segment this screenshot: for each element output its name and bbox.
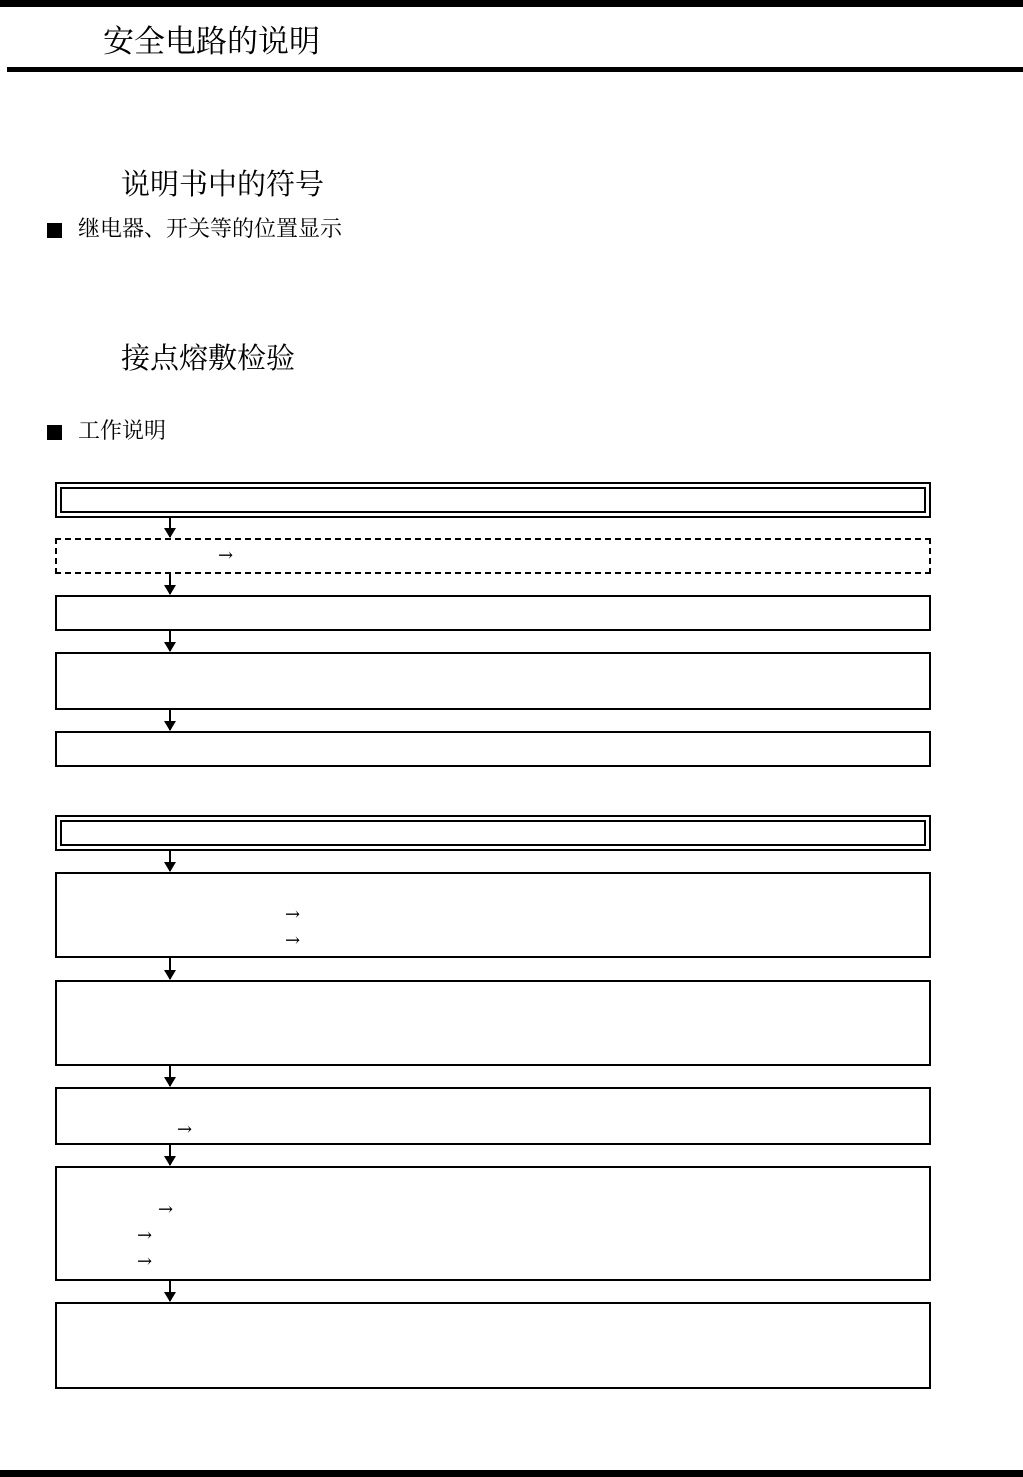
flow2-start-box [55, 815, 931, 851]
flow2-step-box [55, 1302, 931, 1389]
top-border [0, 0, 1023, 7]
flow1-step-box [55, 595, 931, 631]
title-underline [7, 67, 1023, 72]
flow-arrow [169, 518, 171, 537]
relay-position-bullet [47, 216, 342, 244]
arrow-glyph: → [177, 1119, 193, 1140]
flow-arrow [169, 1281, 171, 1301]
flow2-step-box [55, 1166, 931, 1281]
flow-arrow [169, 574, 171, 594]
flow-arrow [169, 851, 171, 871]
arrow-glyph: → [285, 930, 301, 951]
weld-check-heading: 接点熔敷检验 [121, 341, 296, 375]
flow2-step-box [55, 872, 931, 958]
operation-bullet [47, 418, 166, 446]
flow-arrow [169, 710, 171, 730]
arrow-glyph: → [137, 1225, 153, 1246]
flow1-step-box [55, 652, 931, 710]
flow1-step-dashed-box [55, 538, 931, 574]
bullet-square-icon [47, 425, 62, 440]
page-title: 安全电路的说明 [103, 24, 320, 60]
bottom-border [0, 1470, 1023, 1477]
flow-arrow [169, 631, 171, 651]
relay-position-text: 继电器、开关等的位置显示 [78, 217, 343, 242]
flow-arrow [169, 1066, 171, 1086]
arrow-glyph: → [137, 1251, 153, 1272]
flow1-step-box [55, 731, 931, 767]
flow2-step-box [55, 1087, 931, 1145]
flow-arrow [169, 1145, 171, 1165]
arrow-glyph: → [285, 904, 301, 925]
arrow-glyph: → [158, 1199, 174, 1220]
bullet-square-icon [47, 223, 62, 238]
flow1-start-box [55, 482, 931, 518]
operation-text: 工作说明 [78, 419, 167, 444]
symbols-heading: 说明书中的符号 [121, 167, 325, 201]
arrow-glyph: → [218, 545, 234, 566]
flow-arrow [169, 958, 171, 979]
flow2-step-box [55, 980, 931, 1066]
